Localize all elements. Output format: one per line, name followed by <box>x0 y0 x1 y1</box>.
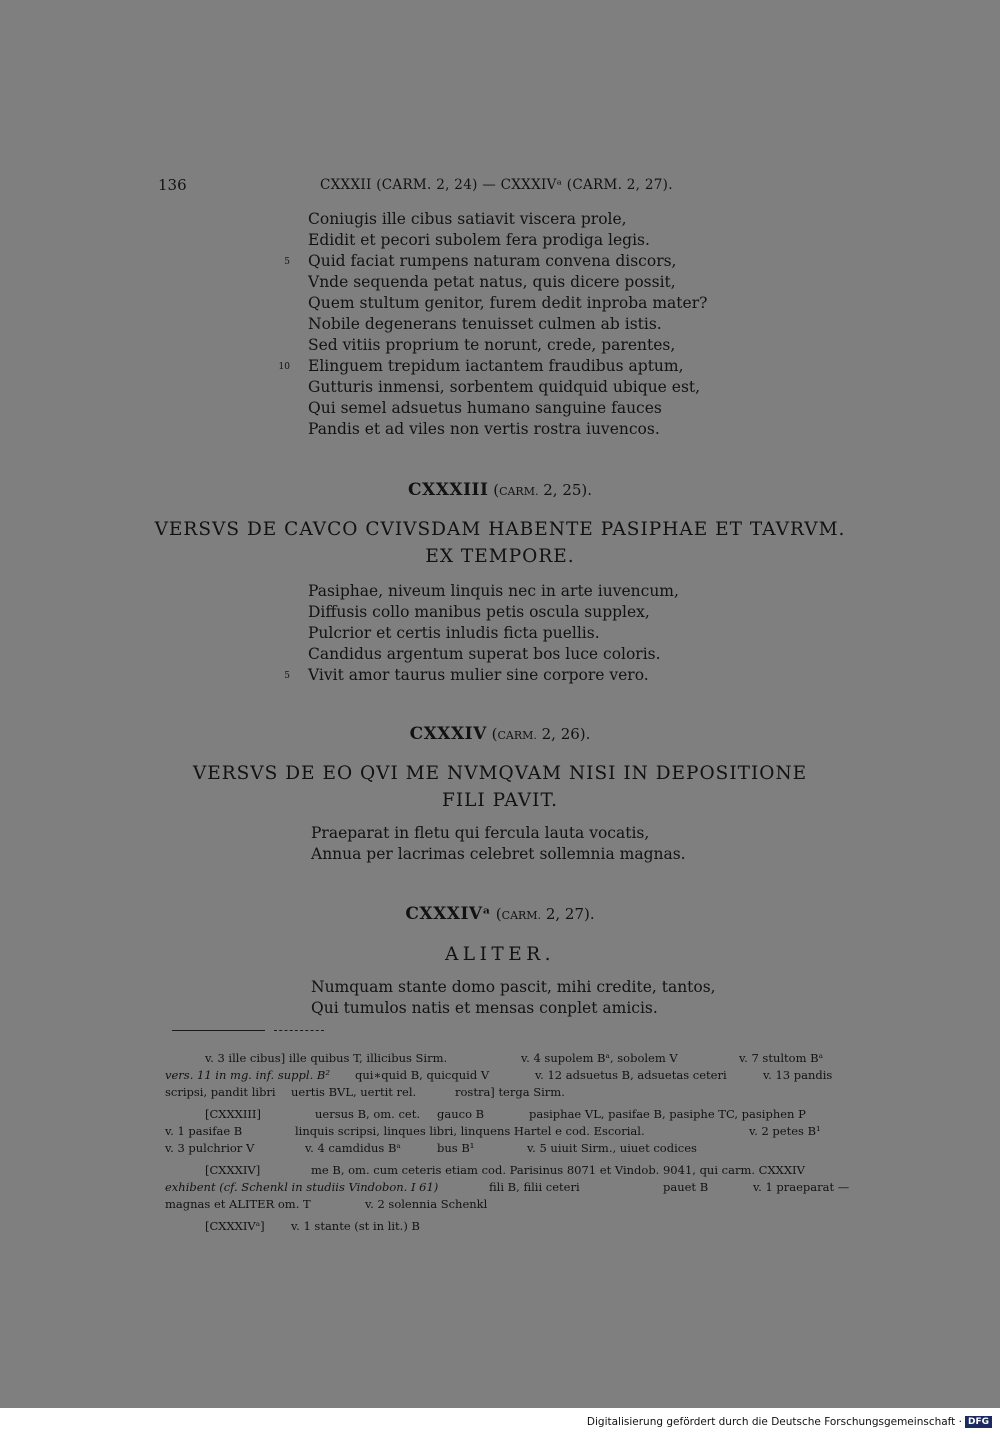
apparatus-entry: fili B, filii ceteri <box>489 1180 580 1194</box>
poem-number-cxxxiii: CXXXIII (CARM. 2, 25). <box>407 480 593 500</box>
verse-text: Praeparat in fletu qui fercula lauta vocatis, <box>311 824 650 842</box>
verse-text: Quem stultum genitor, furem dedit inproba mater? <box>308 294 708 312</box>
page-number: 136 <box>158 176 187 194</box>
apparatus-entry: [CXXXIVᵃ] <box>205 1219 265 1233</box>
verse-text: Numquam stante domo pascit, mihi credite, tantos, <box>311 978 716 996</box>
verse-text: Edidit et pecori subolem fera prodiga legis. <box>308 231 650 249</box>
apparatus-entry: rostra] terga Sirm. <box>455 1085 565 1099</box>
poem-cxxxiii-verses <box>284 581 679 686</box>
verse-text: Elinguem trepidum iactantem fraudibus aptum, <box>308 357 684 375</box>
verse-text: Qui semel adsuetus humano sanguine fauces <box>308 399 662 417</box>
verse-line <box>308 602 679 623</box>
apparatus-entry: me B, om. cum ceteris etiam cod. Parisinus 8071 et Vindob. 9041, qui carm. CXXXIV <box>311 1163 805 1177</box>
verse-line <box>278 356 707 377</box>
apparatus-entry: v. 4 camdidus Bᵃ <box>305 1141 401 1155</box>
apparatus-entry: qui∗quid B, quicquid V <box>355 1068 490 1082</box>
heading-line: VERSVS DE EO QVI ME NVMQVAM NISI IN DEPOSITIONE <box>192 763 808 784</box>
poem-number-label: CXXXIV <box>409 724 487 744</box>
footnote-rule-dashed <box>274 1030 324 1031</box>
verse-line <box>308 377 707 398</box>
carm-label: CARM. <box>501 909 542 922</box>
verse-line <box>311 998 716 1019</box>
verse-text: Annua per lacrimas celebret sollemnia magnas. <box>311 845 686 863</box>
apparatus-line <box>165 1050 837 1067</box>
verse-line <box>308 644 679 665</box>
verse-text: Pulcrior et certis inludis ficta puellis. <box>308 624 600 642</box>
verse-line <box>308 230 707 251</box>
verse-line <box>308 293 707 314</box>
heading-line: FILI PAVIT. <box>442 790 558 811</box>
verse-text: Pandis et ad viles non vertis rostra iuvencos. <box>308 420 660 438</box>
poem-number-cxxxiva: CXXXIVᵃ (CARM. 2, 27). <box>405 904 595 924</box>
apparatus-entry: v. 2 solennia Schenkl <box>365 1197 488 1211</box>
apparatus-entry: v. 5 uiuit Sirm., uiuet codices <box>527 1141 697 1155</box>
verse-text: Gutturis inmensi, sorbentem quidquid ubique est, <box>308 378 701 396</box>
apparatus-entry: v. 13 pandis <box>763 1068 833 1082</box>
apparatus-block-cxxxiii <box>165 1106 837 1157</box>
apparatus-entry: v. 7 stultom Bᵃ <box>739 1051 824 1065</box>
poem-number-cxxxiv: CXXXIV (CARM. 2, 26). <box>409 724 591 744</box>
digitization-credit <box>587 1416 992 1428</box>
apparatus-entry: gauco B <box>437 1107 485 1121</box>
poem-number-label: CXXXIII <box>407 480 489 500</box>
verse-text: Sed vitiis proprium te norunt, crede, parentes, <box>308 336 676 354</box>
poem-number-label: CXXXIVᵃ <box>405 904 492 924</box>
verse-text: Coniugis ille cibus satiavit viscera prole, <box>308 210 627 228</box>
apparatus-entry: v. 4 supolem Bᵃ, sobolem V <box>521 1051 678 1065</box>
verse-line <box>308 581 679 602</box>
critical-apparatus <box>165 1050 850 1240</box>
verse-text: Qui tumulos natis et mensas conplet amicis. <box>311 999 658 1017</box>
apparatus-entry: v. 12 adsuetus B, adsuetas ceteri <box>535 1068 727 1082</box>
apparatus-block-cxxxii <box>165 1050 837 1101</box>
apparatus-line <box>165 1123 837 1140</box>
credit-text: Digitalisierung gefördert durch die Deutsche Forschungsgemeinschaft · <box>586 1416 962 1428</box>
verse-line <box>284 251 707 272</box>
verse-text: Vivit amor taurus mulier sine corpore vero. <box>308 666 649 684</box>
verse-text: Pasiphae, niveum linquis nec in arte iuvencum, <box>308 582 679 600</box>
verse-line <box>308 209 707 230</box>
verse-line <box>308 272 707 293</box>
verse-line <box>311 823 686 844</box>
apparatus-entry: vers. 11 in mg. inf. suppl. B² <box>165 1068 330 1082</box>
apparatus-entry: [CXXXIV] <box>205 1163 261 1177</box>
carm-label: CARM. <box>497 729 537 742</box>
verse-line <box>308 419 707 440</box>
running-head <box>158 176 838 196</box>
apparatus-entry: exhibent (cf. Schenkl in studiis Vindobon. I 61) <box>165 1180 439 1194</box>
poem-cxxxiv-verses <box>311 823 686 865</box>
verse-text: Quid faciat rumpens naturam convena discors, <box>308 252 677 270</box>
line-number: 10 <box>278 362 290 372</box>
verse-text: Nobile degenerans tenuisset culmen ab istis. <box>308 315 662 333</box>
dfg-logo: DFG <box>965 1416 992 1428</box>
carm-label: CARM. <box>499 485 539 498</box>
verse-text: Vnde sequenda petat natus, quis dicere possit, <box>308 273 676 291</box>
heading-line: EX TEMPORE. <box>425 546 575 567</box>
footnote-rule <box>172 1030 265 1031</box>
poem-heading-cxxxiii <box>0 516 1000 570</box>
verse-text: Diffusis collo manibus petis oscula supplex, <box>308 603 650 621</box>
poem-heading-cxxxiv <box>0 760 1000 814</box>
apparatus-entry: v. 3 pulchrior V <box>165 1141 255 1155</box>
line-number: 5 <box>284 257 290 267</box>
apparatus-entry: v. 1 stante (st in lit.) B <box>291 1219 420 1233</box>
apparatus-line <box>165 1067 837 1084</box>
carm-reference: 2, 26). <box>536 725 591 743</box>
poem-cxxxiva-verses <box>311 977 716 1019</box>
verse-line <box>308 314 707 335</box>
verse-line <box>284 665 679 686</box>
heading-line: VERSVS DE CAVCO CVIVSDAM HABENTE PASIPHAE ET TAVRVM. <box>154 519 846 540</box>
carm-reference: 2, 25). <box>538 481 593 499</box>
apparatus-entry: v. 3 ille cibus] ille quibus T, illicibus Sirm. <box>205 1051 448 1065</box>
apparatus-line <box>165 1179 850 1196</box>
verse-line <box>308 623 679 644</box>
apparatus-entry: magnas et ALITER om. T <box>165 1197 311 1211</box>
verse-line <box>308 398 707 419</box>
poem-heading-aliter: ALITER. <box>444 944 556 965</box>
running-title: CXXXII (CARM. 2, 24) — CXXXIVᵃ (CARM. 2, 27). <box>320 177 673 193</box>
carm-reference: 2, 27). <box>541 905 595 923</box>
apparatus-entry: v. 1 praeparat — <box>753 1180 850 1194</box>
apparatus-entry: uersus B, om. cet. <box>315 1107 420 1121</box>
apparatus-block-cxxxiva <box>165 1218 837 1235</box>
apparatus-entry: v. 2 petes B¹ <box>749 1124 821 1138</box>
apparatus-line <box>165 1140 837 1157</box>
apparatus-block-cxxxiv <box>165 1162 850 1213</box>
poem-cxxxii-verses <box>278 209 708 440</box>
verse-line <box>311 844 686 865</box>
apparatus-entry: pauet B <box>663 1180 709 1194</box>
verse-line <box>308 335 707 356</box>
verse-text: Candidus argentum superat bos luce coloris. <box>308 645 661 663</box>
apparatus-line <box>165 1196 837 1213</box>
apparatus-entry: bus B¹ <box>437 1141 475 1155</box>
apparatus-line <box>165 1218 837 1235</box>
apparatus-entry: uertis BVL, uertit rel. <box>291 1085 417 1099</box>
verse-line <box>311 977 716 998</box>
apparatus-entry: pasiphae VL, pasifae B, pasiphe TC, pasiphen P <box>529 1107 806 1121</box>
apparatus-line <box>165 1106 837 1123</box>
apparatus-entry: linquis scripsi, linques libri, linquens Hartel e cod. Escorial. <box>295 1124 645 1138</box>
apparatus-entry: v. 1 pasifae B <box>165 1124 243 1138</box>
line-number: 5 <box>284 671 290 681</box>
apparatus-line <box>165 1162 837 1179</box>
apparatus-entry: scripsi, pandit libri <box>165 1085 276 1099</box>
apparatus-line <box>165 1084 837 1101</box>
apparatus-entry: [CXXXIII] <box>205 1107 261 1121</box>
